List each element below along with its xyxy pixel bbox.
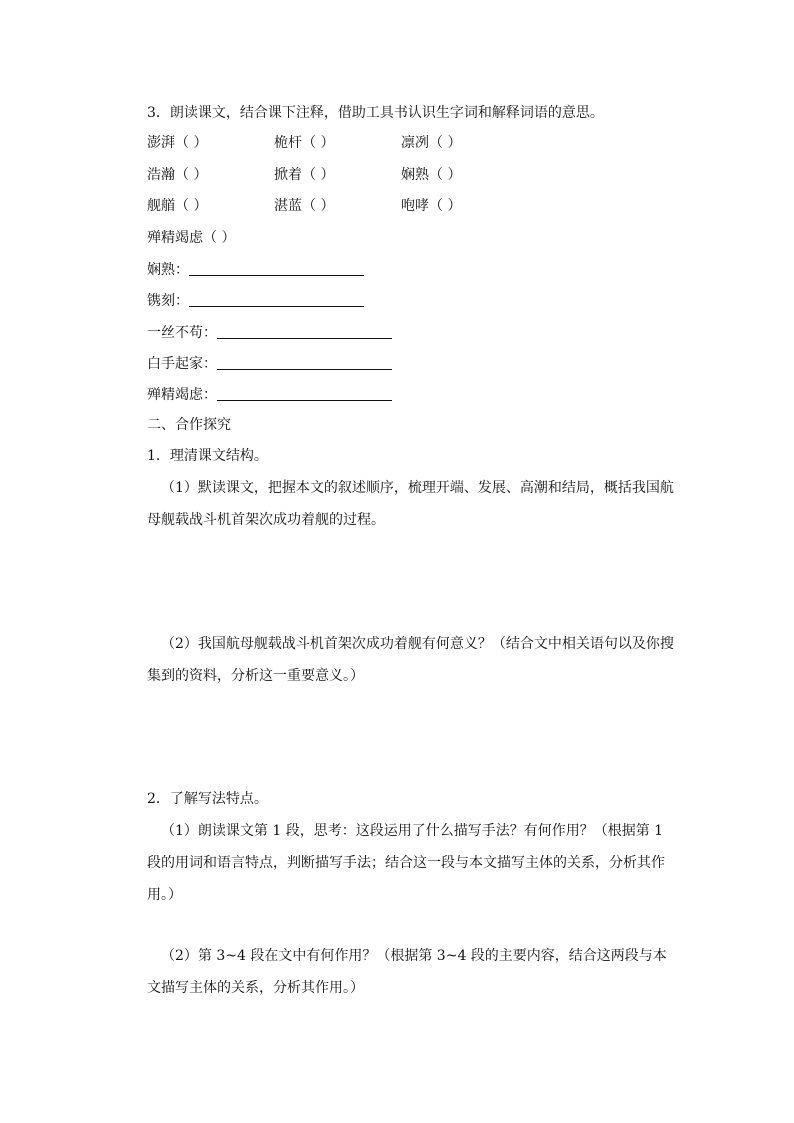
answer-line[interactable] (217, 386, 392, 401)
vocab-item: 咆哮（ ） (401, 198, 462, 214)
definition-row (147, 260, 364, 280)
vocab-item: 娴熟（ ） (401, 167, 462, 183)
definition-label: 娴熟： (147, 262, 189, 278)
question-2-part-1: （1）朗读课文第 1 段，思考：这段运用了什么描写手法？有何作用？（根据第 1 段的用词和语言特点，判断描写手法；结合这一段与本文描写主体的关系，分析其作用。） (147, 823, 665, 903)
definition-row (147, 385, 392, 405)
vocab-item: 凛冽（ ） (401, 135, 462, 151)
vocab-item: 掀着（ ） (274, 167, 335, 183)
vocab-row-3 (147, 196, 676, 216)
question-3-title: 3．朗读课文，结合课下注释，借助工具书认识生字词和解释词语的意思。 (147, 105, 604, 121)
question-2-part-2: （2）第 3~4 段在文中有何作用？（根据第 3~4 段的主要内容，结合这两段与本文描写主体的关系，分析其作用。） (147, 948, 667, 996)
answer-line[interactable] (217, 355, 392, 370)
definition-label: 白手起家： (147, 356, 217, 372)
vocab-item: 澎湃（ ） (147, 135, 208, 151)
definition-label: 镌刻： (147, 293, 189, 309)
answer-line[interactable] (217, 324, 392, 339)
question-2-title: 2．了解写法特点。 (147, 791, 268, 807)
vocab-row-1 (147, 133, 676, 153)
question-1-part-2: （2）我国航母舰载战斗机首架次成功着舰有何意义？（结合文中相关语句以及你搜集到的资料，分析这一重要意义。） (147, 636, 674, 684)
definition-label: 一丝不苟： (147, 325, 217, 341)
vocab-item: 舰艏（ ） (147, 198, 208, 214)
answer-line[interactable] (189, 261, 364, 276)
definition-label: 殚精竭虑： (147, 387, 217, 403)
section-2-title: 二、合作探究 (147, 417, 231, 433)
question-1-part-1: （1）默读课文，把握本文的叙述顺序，梳理开端、发展、高潮和结局，概括我国航母舰载战斗机首架次成功着舰的过程。 (147, 480, 674, 528)
vocab-row-2 (147, 165, 676, 185)
vocab-item: 桅杆（ ） (274, 135, 335, 151)
definition-row (147, 291, 364, 311)
vocab-item: 浩瀚（ ） (147, 167, 208, 183)
vocab-item: 湛蓝（ ） (274, 198, 335, 214)
definition-row (147, 323, 392, 343)
question-1-title: 1．理清课文结构。 (147, 448, 268, 464)
vocab-item-single: 殚精竭虑（ ） (147, 230, 236, 246)
definition-row (147, 354, 392, 374)
answer-line[interactable] (189, 292, 364, 307)
